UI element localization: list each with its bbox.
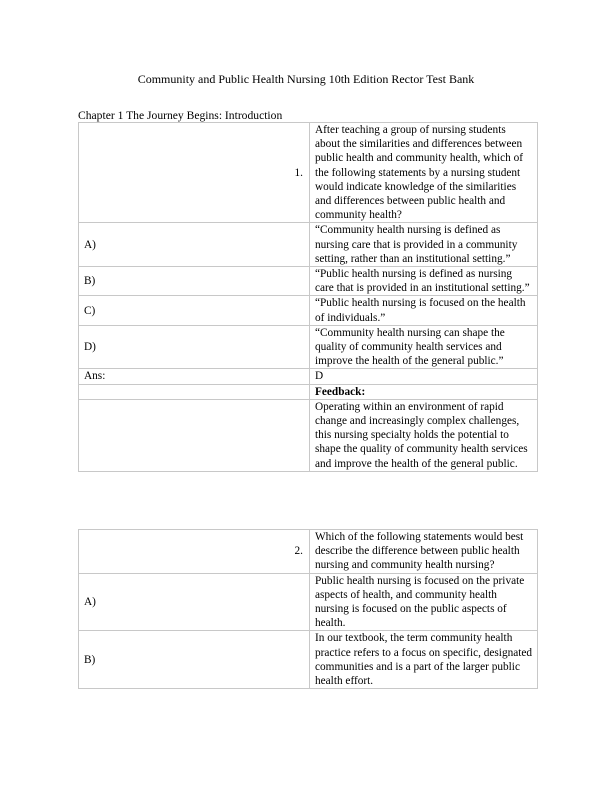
feedback-heading-row xyxy=(79,384,538,399)
option-row-d xyxy=(79,325,538,369)
option-label: D) xyxy=(79,325,310,369)
question-row xyxy=(79,123,538,223)
document-title: Community and Public Health Nursing 10th Edition Rector Test Bank xyxy=(137,72,475,86)
option-row-b xyxy=(79,267,538,296)
feedback-label: Feedback: xyxy=(310,384,538,399)
answer-label: Ans: xyxy=(79,369,310,384)
option-label: C) xyxy=(79,296,310,325)
answer-row xyxy=(79,369,538,384)
option-row-c xyxy=(79,296,538,325)
option-row-b xyxy=(79,631,538,689)
option-text: “Community health nursing can shape the quality of community health services and improve the health of the general public.” xyxy=(310,325,538,369)
option-text: “Community health nursing is defined as nursing care that is provided in a community setting, rather than an institutional setting.” xyxy=(310,223,538,267)
option-text: In our textbook, the term community health practice refers to a focus on specific, designated communities and is a part of the larger public health effort. xyxy=(310,631,538,689)
question-table-1 xyxy=(78,122,538,472)
option-label: B) xyxy=(79,267,310,296)
option-text: “Public health nursing is focused on the health of individuals.” xyxy=(310,296,538,325)
feedback-text: Operating within an environment of rapid change and increasingly complex challenges, this nursing specialty holds the potential to shape the quality of community health services and improve the health of the general public. xyxy=(310,399,538,471)
question-table-2 xyxy=(78,529,538,689)
question-number: 1. xyxy=(79,123,310,223)
option-label: B) xyxy=(79,631,310,689)
answer-value: D xyxy=(310,369,538,384)
question-stem: Which of the following statements would best describe the difference between public health nursing and community health nursing? xyxy=(310,530,538,574)
empty-cell xyxy=(79,399,310,471)
option-text: “Public health nursing is defined as nursing care that is provided in an institutional setting.” xyxy=(310,267,538,296)
option-label: A) xyxy=(79,223,310,267)
option-label: A) xyxy=(79,573,310,631)
feedback-row xyxy=(79,399,538,471)
question-row xyxy=(79,530,538,574)
question-number: 2. xyxy=(79,530,310,574)
empty-cell xyxy=(79,384,310,399)
option-text: Public health nursing is focused on the private aspects of health, and community health nursing is focused on the public aspects of health. xyxy=(310,573,538,631)
question-stem: After teaching a group of nursing students about the similarities and differences between public health and community health, which of the following statements by a nursing student would indicate knowledge of the similarities and differences between public health and community health? xyxy=(310,123,538,223)
chapter-heading: Chapter 1 The Journey Begins: Introduction xyxy=(78,109,283,122)
option-row-a xyxy=(79,573,538,631)
option-row-a xyxy=(79,223,538,267)
